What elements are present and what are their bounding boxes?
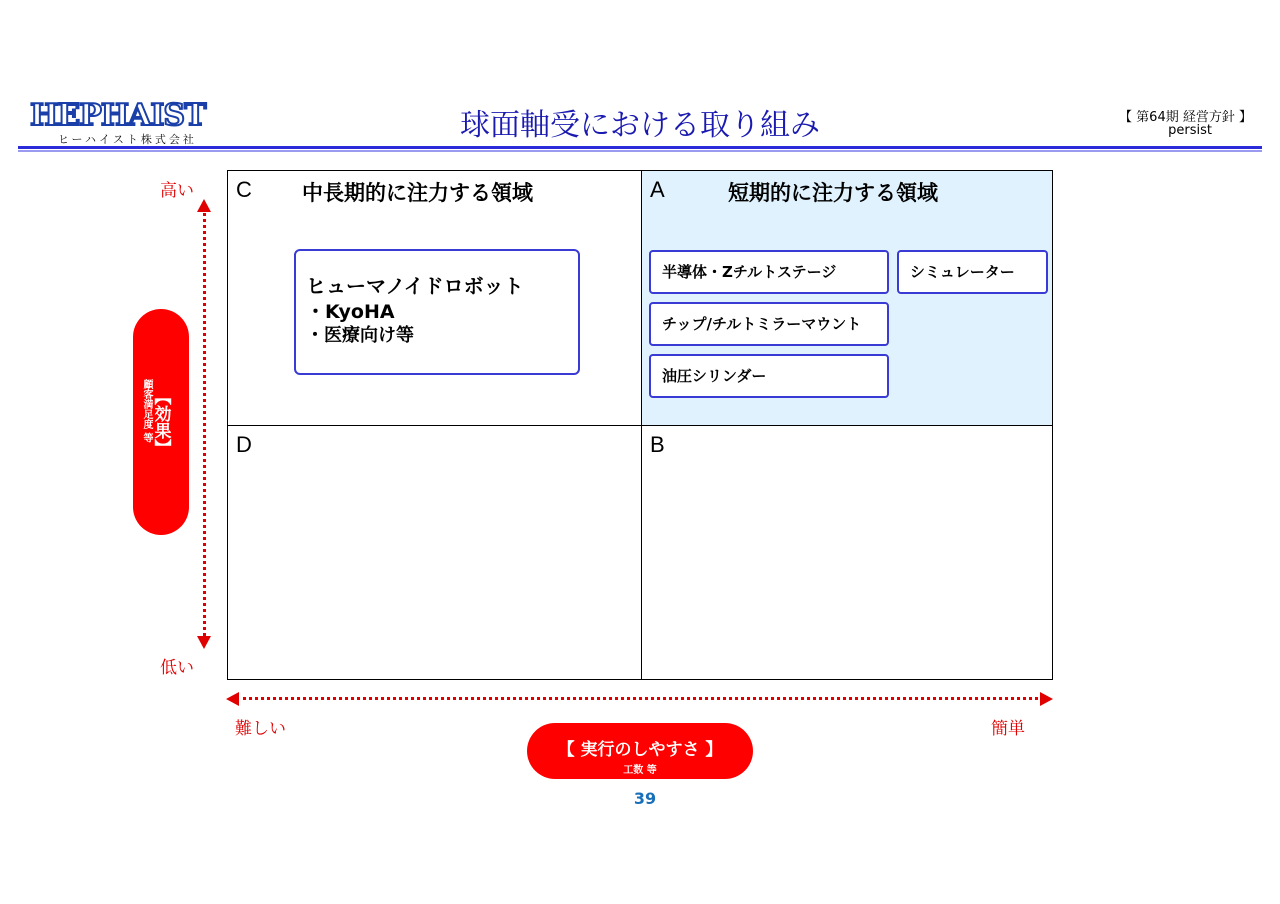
y-axis-up-arrow-icon <box>196 199 212 213</box>
humanoid-robot-box <box>294 249 580 375</box>
item-semiconductor-stage: 半導体・Zチルトステージ <box>649 250 889 294</box>
quadrant-d <box>228 426 642 679</box>
ease-label-main: 【 実行のしやすさ 】 <box>557 740 723 760</box>
quadrant-a <box>642 171 1052 426</box>
y-axis-line <box>203 206 206 642</box>
y-axis-down-arrow-icon <box>196 636 212 650</box>
humanoid-robot-title: ヒューマノイドロボット <box>306 274 524 298</box>
item-hydraulic-cylinder: 油圧シリンダー <box>649 354 889 398</box>
quadrant-c <box>228 171 642 426</box>
humanoid-item-medical: ・医療向け等 <box>306 325 414 346</box>
y-axis-high-label: 高い <box>160 181 194 201</box>
quadrant-c-title: 中長期的に注力する領域 <box>302 181 533 205</box>
x-axis-left-arrow-icon <box>226 691 240 707</box>
item-tip-tilt-mirror-mount: チップ/チルトミラーマウント <box>649 302 889 346</box>
page-number: 39 <box>633 789 657 808</box>
ease-axis-label <box>527 723 753 779</box>
quadrant-d-letter: D <box>236 432 252 457</box>
quadrant-b <box>642 426 1052 679</box>
effect-label-main: 【効果】 <box>150 388 171 456</box>
x-axis-line <box>236 697 1044 700</box>
effect-axis-label <box>133 309 189 535</box>
humanoid-item-kyoha: ・KyoHA <box>306 301 395 323</box>
quadrant-a-letter: A <box>650 177 665 202</box>
header-divider-light <box>18 150 1262 152</box>
policy-label: 【 第64期 経営方針 】 <box>1119 110 1252 125</box>
x-axis-right-arrow-icon <box>1040 691 1054 707</box>
quadrant-c-letter: C <box>236 177 252 202</box>
effect-label-sub: 顧客満足度 等 <box>141 379 152 443</box>
header-divider <box>18 146 1262 149</box>
company-logo: HEPHAIST <box>30 98 206 133</box>
x-axis-hard-label: 難しい <box>235 719 286 739</box>
quadrant-a-title: 短期的に注力する領域 <box>728 181 938 205</box>
x-axis-easy-label: 簡単 <box>991 719 1025 739</box>
quadrant-matrix <box>227 170 1053 680</box>
quadrant-b-letter: B <box>650 432 665 457</box>
company-name: ヒーハイスト株式会社 <box>58 133 197 146</box>
y-axis-low-label: 低い <box>160 658 194 678</box>
item-simulator: シミュレーター <box>897 250 1048 294</box>
ease-label-sub: 工数 等 <box>623 765 657 776</box>
policy-motto: persist <box>1168 123 1212 138</box>
slide-title: 球面軸受における取り組み <box>460 108 820 143</box>
